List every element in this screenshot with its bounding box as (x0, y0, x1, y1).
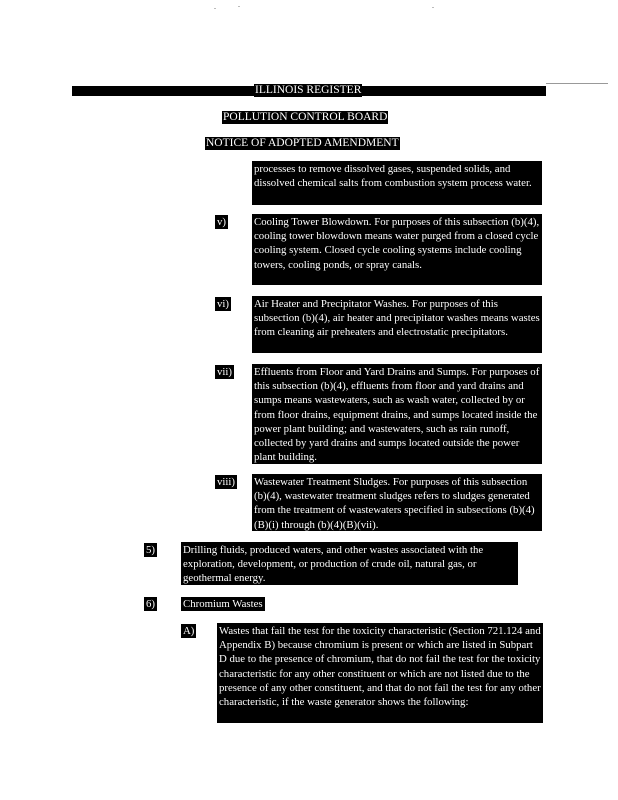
item-label-vi: vi) (217, 298, 229, 310)
item-label-5: 5) (146, 544, 155, 556)
item-label-A: A) (183, 625, 195, 637)
item-text-vi: Air Heater and Precipitator Washes. For purposes of this subsection (b)(4), air heater and precipitator washes means wastes from cleaning air preheaters and electrostatic precipitators. (252, 296, 542, 353)
board-title: POLLUTION CONTROL BOARD (223, 111, 388, 123)
register-title: ILLINOIS REGISTER (255, 84, 362, 96)
item-label-viii: viii) (217, 476, 235, 488)
item-label-vii: vii) (217, 366, 232, 378)
item-text-5: Drilling fluids, produced waters, and other wastes associated with the exploration, development, or production of crude oil, natural gas, or geothermal energy. (181, 542, 518, 585)
item-text-vii: Effluents from Floor and Yard Drains and Sumps. For purposes of this subsection (b)(4), effluents from floor and yard drains and sumps means wastewaters, such as wash water, collected by or from floor drains, equipment drains, and sumps located inside the power plant building; and wastewaters, such as rain runoff, collected by yard drains and sumps located outside the power plant building. (252, 364, 542, 464)
paragraph-continuation: processes to remove dissolved gases, suspended solids, and dissolved chemical salts from combustion system process water. (252, 161, 542, 205)
item-text-A: Wastes that fail the test for the toxicity characteristic (Section 721.124 and Appendix B) because chromium is present or which are listed in Subpart D due to the presence of chromium, that do not fail the test for the toxicity characteristic for any other constituent or which are not listed due to the presence of any other constituent, and that do not fail the test for any other characteristic, if the waste generator shows the following: (217, 623, 543, 723)
scan-specks (0, 0, 618, 20)
item-text-viii: Wastewater Treatment Sludges. For purposes of this subsection (b)(4), wastewater treatment sludges refers to sludges generated from the treatment of wastewaters specified in subsections (b)(4)(B)(i) through (b)(4)(B)(vii). (252, 474, 542, 531)
notice-title: NOTICE OF ADOPTED AMENDMENT (206, 137, 399, 149)
item-label-v: v) (217, 216, 226, 228)
header-rule-extension (546, 83, 608, 84)
item-text-6: Chromium Wastes (183, 598, 263, 610)
item-label-6: 6) (146, 598, 155, 610)
item-text-v: Cooling Tower Blowdown. For purposes of this subsection (b)(4), cooling tower blowdown means water purged from a closed cycle cooling system. Closed cycle cooling systems include cooling towers, cooling ponds, or spray canals. (252, 214, 542, 285)
